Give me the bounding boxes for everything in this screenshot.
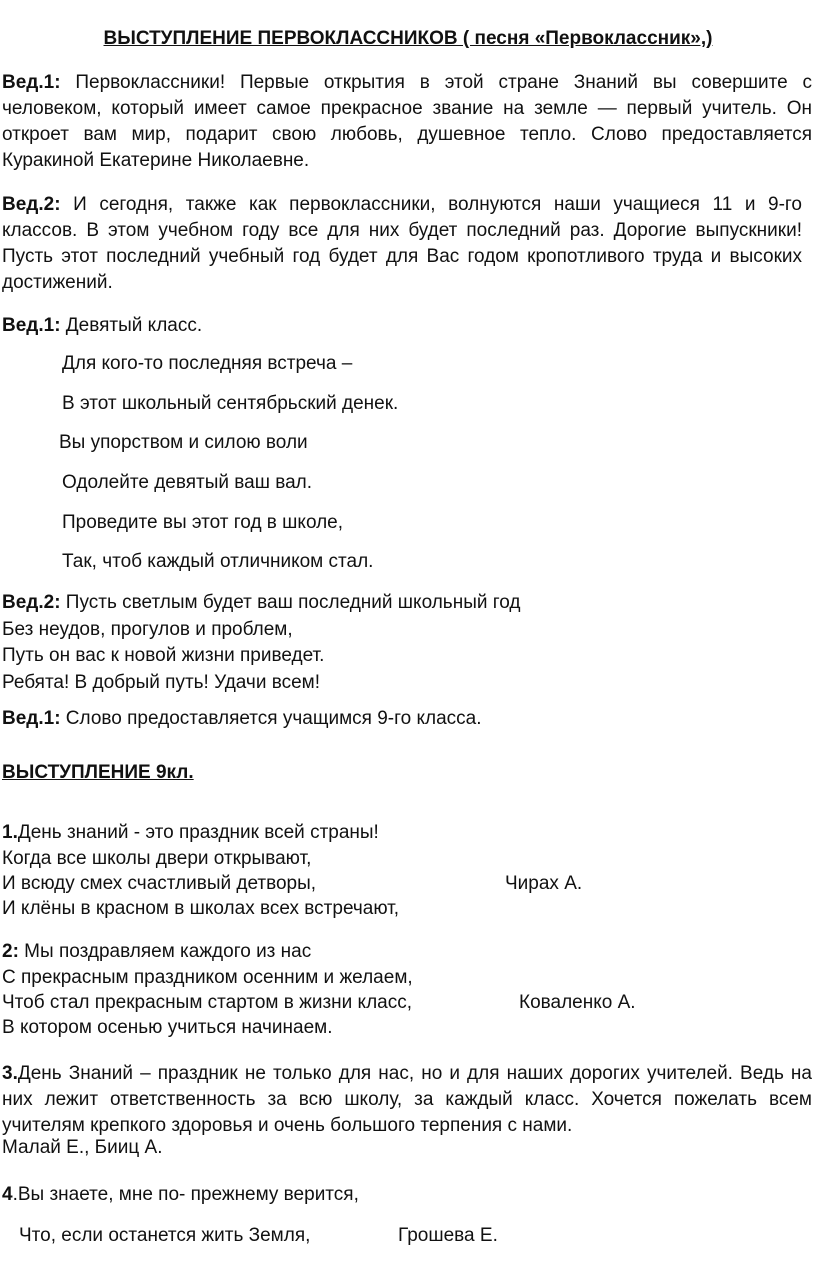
verse-number: 3. xyxy=(2,1063,18,1084)
verse-4-line: 4.Вы знаете, мне по- прежнему верится, xyxy=(2,1184,359,1205)
verse-2-line: 2: Мы поздравляем каждого из нас xyxy=(2,941,312,962)
verse-author: Грошева Е. xyxy=(398,1225,498,1246)
poem-line: В этот школьный сентябрьский денек. xyxy=(62,393,399,414)
poem-line: Без неудов, прогулов и проблем, xyxy=(2,619,293,640)
verse-1-line: И всюду смех счастливый детворы, xyxy=(2,873,317,894)
paragraph-vedushchiy-1 xyxy=(2,70,812,174)
speaker-label: Вед.1: xyxy=(2,315,61,336)
poem-line: Проведите вы этот год в школе, xyxy=(62,512,344,533)
poem-line: Вед.2: Пусть светлым будет ваш последний школьный год xyxy=(2,592,521,613)
poem-line: Ребята! В добрый путь! Удачи всем! xyxy=(2,672,321,693)
poem-line: Путь он вас к новой жизни приведет. xyxy=(2,645,325,666)
verse-author: Коваленко А. xyxy=(519,992,636,1013)
poem-line: Вы упорством и силою воли xyxy=(59,432,308,453)
verse-author: Чирах А. xyxy=(505,873,583,894)
verse-number: 1. xyxy=(2,822,18,843)
poem-line: Так, чтоб каждый отличником стал. xyxy=(62,551,374,572)
verse-1-line: 1.День знаний - это праздник всей страны! xyxy=(2,822,379,843)
section-heading: ВЫСТУПЛЕНИЕ 9кл. xyxy=(2,762,194,783)
speaker-label: Вед.1: xyxy=(2,708,61,729)
poem-line: Для кого-то последняя встреча – xyxy=(62,353,353,374)
paragraph-vedushchiy-1-final: Вед.1: Слово предоставляется учащимся 9-го класса. xyxy=(2,708,482,729)
page-title: ВЫСТУПЛЕНИЕ ПЕРВОКЛАССНИКОВ ( песня «Первоклассник»,) xyxy=(103,28,713,49)
paragraph-text: Первоклассники! Первые открытия в этой стране Знаний вы совершите с человеком, который имеет самое прекрасное звание на земле — первый учитель. Он откроет вам мир, подарит свою любовь, душевное тепло. Слово предоставляется Куракиной Екатерине Николаевне. xyxy=(2,72,812,171)
verse-number: 2: xyxy=(2,941,19,962)
speaker-label: Вед.2: xyxy=(2,194,61,215)
paragraph-vedushchiy-1-ninth xyxy=(2,313,812,339)
verse-2-line: Чтоб стал прекрасным стартом в жизни класс, xyxy=(2,992,413,1013)
verse-2-line: С прекрасным праздником осенним и желаем, xyxy=(2,967,413,988)
verse-1-line: Когда все школы двери открывают, xyxy=(2,848,312,869)
paragraph-text: Девятый класс. xyxy=(60,315,203,336)
paragraph-vedushchiy-2 xyxy=(2,192,802,296)
verse-number: 4 xyxy=(2,1184,13,1205)
verse-author: Малай Е., Бииц А. xyxy=(2,1137,163,1158)
verse-1-line: И клёны в красном в школах всех встречают, xyxy=(2,898,400,919)
verse-4-line: Что, если останется жить Земля, xyxy=(19,1225,311,1246)
poem-line: Одолейте девятый ваш вал. xyxy=(62,472,313,493)
verse-3-paragraph: 3.День Знаний – праздник не только для нас, но и для наших дорогих учителей. Ведь на них лежит ответственность за всю школу, за каждый класс. Хочется пожелать всем учителям крепкого здоровья и очень большого терпения с нами. xyxy=(2,1063,812,1136)
paragraph-text: И сегодня, также как первоклассники, волнуются наши учащиеся 11 и 9-го классов. В этом учебном году все для них будет последний раз. Дорогие выпускники! Пусть этот последний учебный год будет для Вас годом кропотливого труда и высоких достижений. xyxy=(2,194,802,293)
speaker-label: Вед.1: xyxy=(2,72,61,93)
speaker-label: Вед.2: xyxy=(2,592,61,613)
verse-2-line: В котором осенью учиться начинаем. xyxy=(2,1017,333,1038)
